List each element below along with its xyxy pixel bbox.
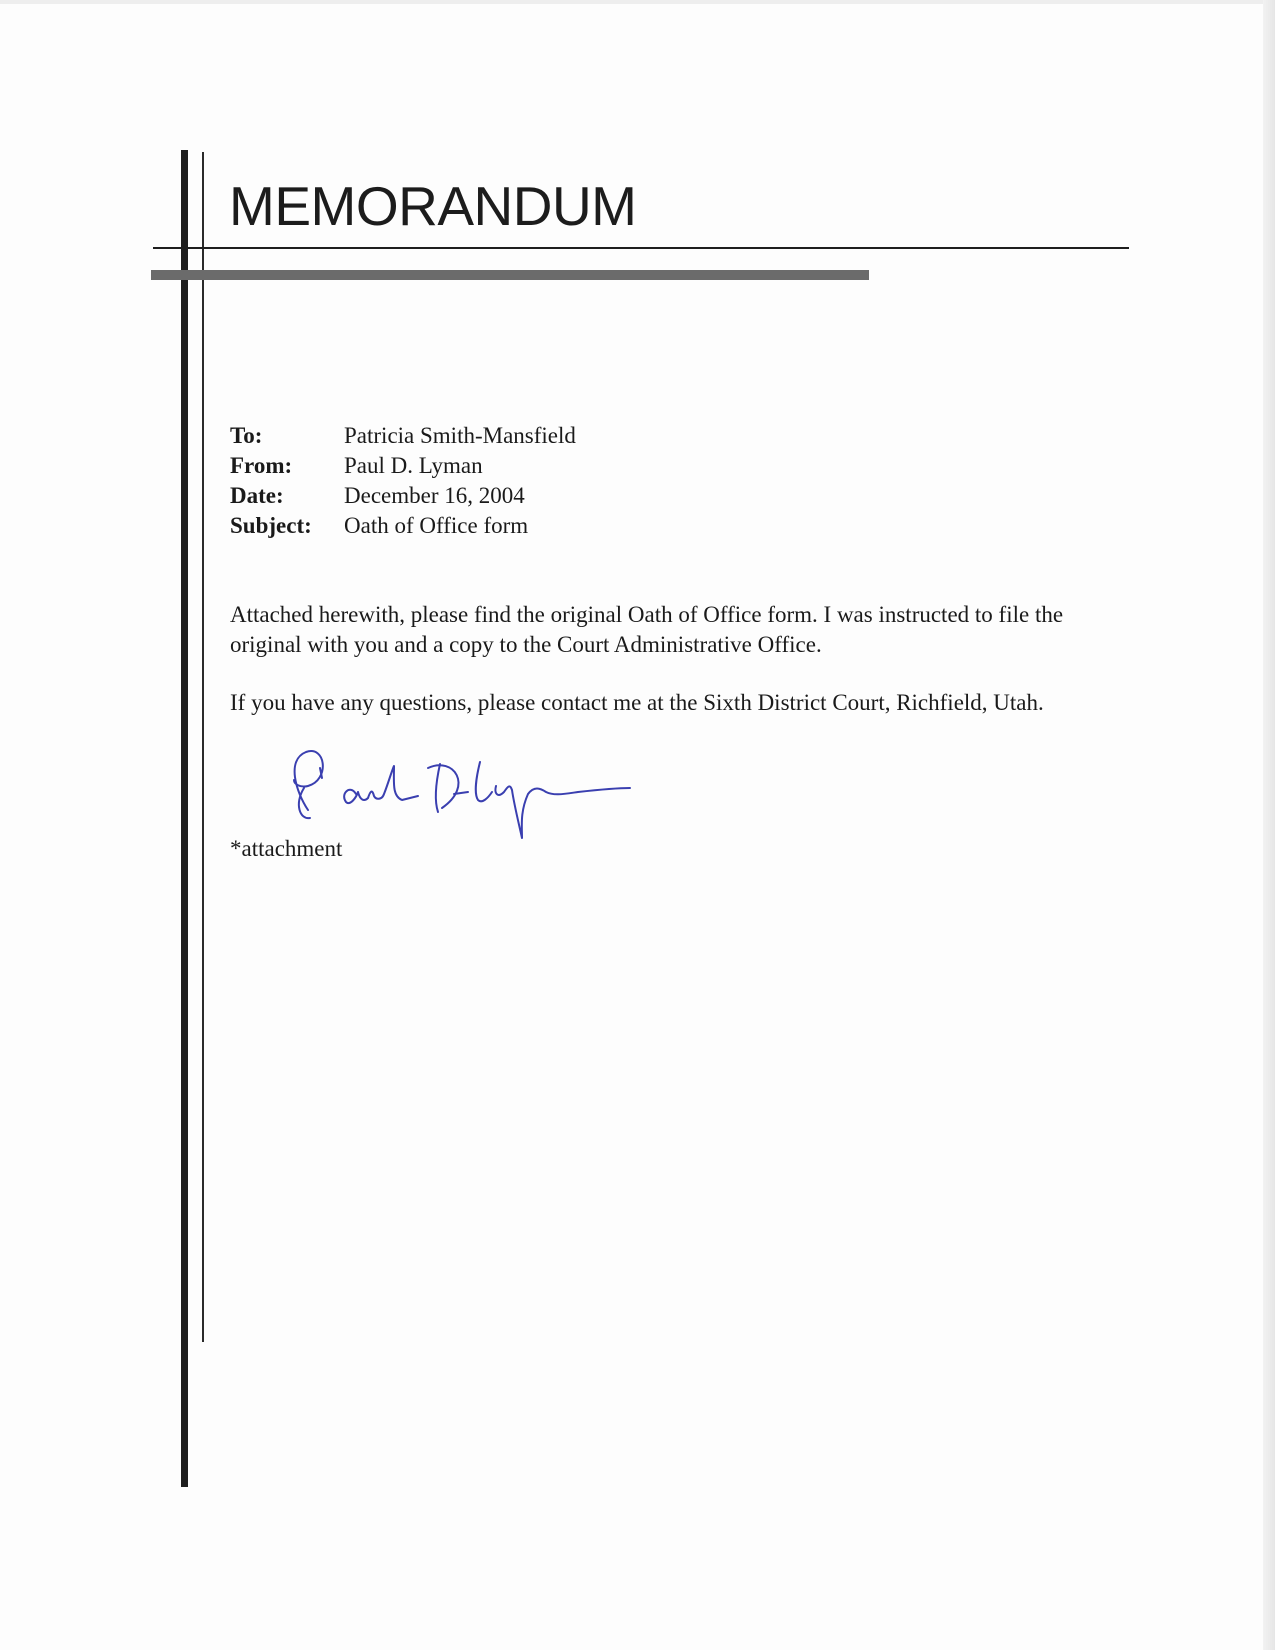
header-row-from <box>230 451 576 481</box>
left-thin-vertical-bar <box>202 152 204 1342</box>
title-gray-bar <box>151 270 869 280</box>
to-value: Patricia Smith-Mansfield <box>344 423 576 448</box>
page-right-edge <box>1263 0 1275 1650</box>
from-label: From: <box>230 453 293 478</box>
memo-header-block <box>230 421 576 541</box>
subject-label: Subject: <box>230 513 312 538</box>
header-row-to <box>230 421 576 451</box>
attachment-note: *attachment <box>230 836 343 861</box>
header-row-subject <box>230 511 576 541</box>
memo-title: MEMORANDUM <box>229 175 637 237</box>
from-value: Paul D. Lyman <box>344 453 483 478</box>
title-underline-rule <box>153 247 1129 249</box>
subject-value: Oath of Office form <box>344 513 529 538</box>
body-paragraph-2: If you have any questions, please contact me at the Sixth District Court, Richfield, Utah. <box>230 690 1044 715</box>
date-label: Date: <box>230 483 284 508</box>
date-value: December 16, 2004 <box>344 483 525 508</box>
page-top-edge <box>0 0 1275 4</box>
left-thick-vertical-bar <box>181 150 188 1487</box>
memo-body <box>230 600 1120 746</box>
header-row-date <box>230 481 576 511</box>
body-paragraph-1: Attached herewith, please find the original Oath of Office form. I was instructed to file the original with you and a copy to the Court Administrative Office. <box>230 602 1064 657</box>
to-label: To: <box>230 423 263 448</box>
